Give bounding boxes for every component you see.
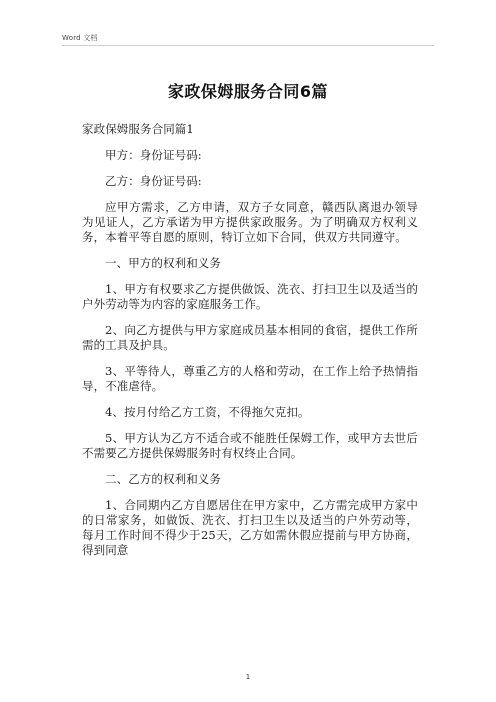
clause-paragraph: 5、甲方认为乙方不适合或不能胜任保姆工作，或甲方去世后不需要乙方提供保姆服务时有权终止合同。	[82, 431, 418, 460]
party-b-line: 乙方：身份证号码:	[105, 174, 202, 188]
preamble-paragraph: 应甲方需求，乙方申请，双方子女同意，赣西队离退办领导为见证人，乙方承诺为甲方提供家政服务。为了明确双方权利义务，本着平等自愿的原则，特订立如下合同，供双方共同遵守。	[82, 200, 418, 244]
document-body	[82, 122, 418, 569]
clause-paragraph: 3、平等待人，尊重乙方的人格和劳动，在工作上给予热情指导，不准虐待。	[82, 364, 418, 393]
clause-paragraph: 2、向乙方提供与甲方家庭成员基本相同的食宿，提供工作所需的工具及护具。	[82, 323, 418, 352]
header-label: Word 文档	[62, 34, 98, 42]
clause-heading-party-b: 二、乙方的权利和义务	[105, 472, 221, 486]
clause-heading-party-a: 一、甲方的权利和义务	[105, 256, 221, 270]
clause-paragraph: 4、按月付给乙方工资，不得拖欠克扣。	[105, 405, 310, 419]
header-divider	[62, 45, 434, 46]
party-a-line: 甲方：身份证号码:	[105, 148, 202, 162]
section-heading: 家政保姆服务合同篇1	[82, 122, 194, 136]
page-number: 1	[245, 673, 251, 681]
clause-paragraph: 1、合同期内乙方自愿居住在甲方家中，乙方需完成甲方家中的日常家务，如做饭、洗衣、打扫卫生以及适当的户外劳动等，每月工作时间不得少于25天，乙方如需休假应提前与甲方协商，得到同意	[82, 498, 418, 557]
clause-paragraph: 1、甲方有权要求乙方提供做饭、洗衣、打扫卫生以及适当的户外劳动等为内容的家庭服务工作。	[82, 282, 418, 311]
document-title: 家政保姆服务合同6篇	[167, 82, 329, 101]
